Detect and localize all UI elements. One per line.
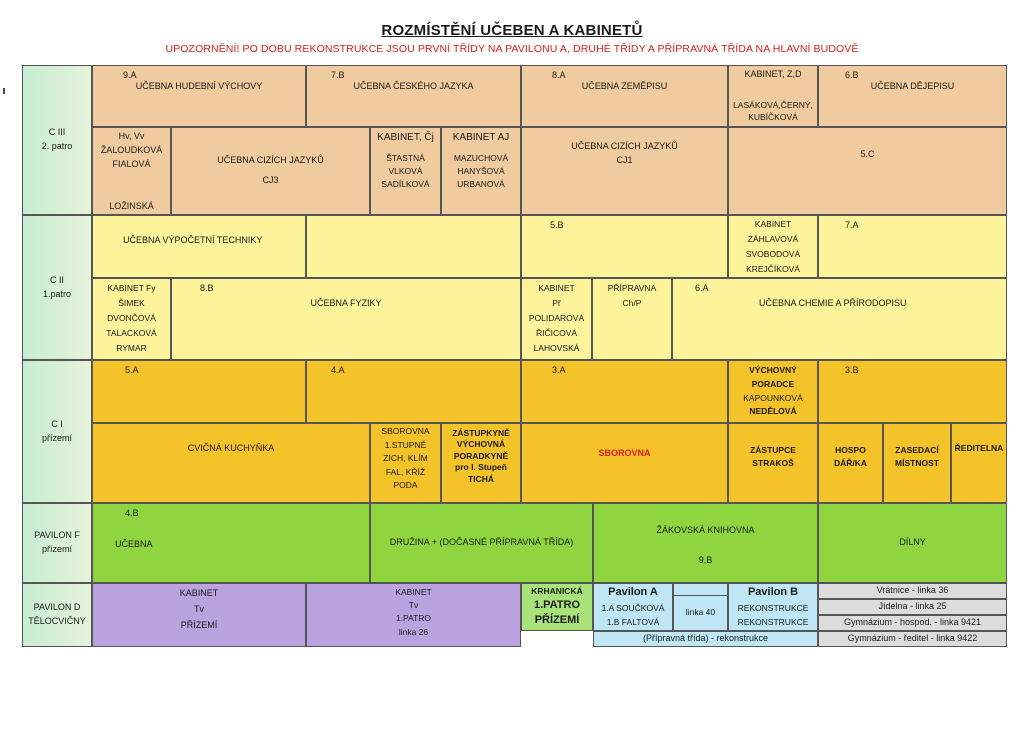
room-code: 6.B bbox=[845, 70, 859, 80]
crop-mark bbox=[3, 88, 5, 94]
cabinet-hv-vv bbox=[92, 127, 171, 215]
phone-line: Gymnázium - ředitel - linka 9422 bbox=[847, 633, 978, 644]
cabinet-person: HANYŠOVÁ bbox=[457, 165, 505, 176]
room-7a bbox=[818, 215, 1007, 278]
floor-name: C III bbox=[48, 127, 66, 138]
cabinet-aj bbox=[441, 127, 521, 215]
room-code: 9.B bbox=[698, 555, 713, 565]
counselor-room bbox=[728, 360, 818, 423]
pe-cabinet-first-floor bbox=[306, 583, 521, 647]
room-name: PORADKYNĚ bbox=[453, 450, 509, 461]
notice-text: UPOZORNĚNÍ! PO DOBU REKONSTRUKCE JSOU PRVNÍ TŘÍDY NA PAVILONU A, DRUHÉ TŘÍDY A PŘÍPRAVNÁ TŘÍDA NA HLAVNÍ BUDOVĚ bbox=[165, 43, 859, 55]
room-name: ŽÁKOVSKÁ KNIHOVNA bbox=[656, 525, 755, 535]
room-person: TICHÁ bbox=[468, 473, 494, 484]
cabinet-name: Hv, Vv bbox=[118, 131, 145, 141]
room-9a bbox=[92, 65, 306, 127]
phone-entry bbox=[818, 615, 1007, 631]
krhanicka-room bbox=[521, 583, 593, 631]
pavilon-a-top bbox=[673, 583, 728, 595]
cabinet-person: SADÍLKOVÁ bbox=[381, 178, 430, 189]
phone-line: Vrátnice - linka 36 bbox=[876, 585, 949, 596]
cabinet-zahlavova bbox=[728, 215, 818, 278]
room-5b bbox=[521, 215, 728, 278]
cabinet-zd bbox=[728, 65, 818, 127]
room-code: CJ3 bbox=[262, 175, 279, 185]
cabinet-person: ŘIČICOVÁ bbox=[535, 327, 578, 338]
room-code: 3.A bbox=[552, 365, 566, 375]
cabinet-person: ŽALOUDKOVÁ bbox=[100, 144, 163, 155]
room-name: VÝCHOVNÁ bbox=[456, 439, 506, 450]
room-person: NEDĚLOVÁ bbox=[749, 406, 797, 417]
cabinet-person: VLKOVÁ bbox=[388, 165, 423, 176]
cabinet-person: ŠTASTNÁ bbox=[386, 152, 425, 163]
room-name: UČEBNA HUDEBNÍ VÝCHOVY bbox=[135, 81, 263, 91]
cabinet-person: KREJČÍKOVÁ bbox=[746, 263, 800, 274]
room-person: KRHANICKÁ bbox=[531, 586, 583, 596]
pe-cabinet-ground bbox=[92, 583, 306, 647]
room-blank-c2 bbox=[306, 215, 521, 278]
room-code: 4.A bbox=[331, 365, 345, 375]
deputy-strakos bbox=[728, 423, 818, 503]
pavilon-status: REKONSTRUKCE bbox=[737, 617, 809, 628]
floor-name: PAVILON F bbox=[34, 530, 80, 541]
room-code: 4.B bbox=[125, 508, 139, 518]
cabinet-person: POLIDAROVÁ bbox=[528, 312, 585, 323]
room-name: HOSPO bbox=[835, 445, 866, 456]
room-6a bbox=[672, 278, 1007, 360]
room-code: Ch/P bbox=[622, 297, 642, 308]
floor-sub: přízemí bbox=[41, 544, 72, 554]
cabinet-subject: Tv bbox=[408, 600, 419, 611]
room-name: UČEBNA bbox=[115, 539, 153, 549]
cabinet-fy bbox=[92, 278, 171, 360]
room-cj1 bbox=[521, 127, 728, 215]
floor-label-c2 bbox=[22, 215, 92, 360]
floor-sub: 1.patro bbox=[42, 288, 72, 299]
room-cj3 bbox=[171, 127, 370, 215]
room-person: KAPOUNKOVÁ bbox=[743, 392, 803, 403]
cabinet-person: LAHOVSKÁ bbox=[533, 342, 580, 353]
room-4b bbox=[92, 503, 370, 583]
phone-line: Jídelna - linka 25 bbox=[878, 601, 947, 612]
pavilon-status: REKONSTRUKCE bbox=[737, 603, 809, 614]
prep-class-note bbox=[593, 631, 818, 647]
room-name: PŘÍPRAVNA bbox=[607, 283, 657, 293]
room-name: CVIČNÁ KUCHYŇKA bbox=[187, 443, 275, 454]
room-name: UČEBNA FYZIKY bbox=[310, 298, 382, 308]
bursar-office bbox=[818, 423, 883, 503]
floor-label-pavilon-d bbox=[22, 583, 92, 647]
cabinet-subject: Př bbox=[552, 297, 561, 308]
floor-sub: TĚLOCVIČNY bbox=[28, 616, 86, 626]
room-name: UČEBNA ČESKÉHO JAZYKA bbox=[353, 81, 474, 91]
phone-line: linka 26 bbox=[398, 626, 429, 637]
pavilon-title: Pavilon A bbox=[608, 586, 658, 598]
floor-label-pavilon-f bbox=[22, 503, 92, 583]
room-name: DÍLNY bbox=[899, 537, 926, 548]
cabinet-cj bbox=[370, 127, 441, 215]
cabinet-person: ŠIMEK bbox=[118, 297, 145, 308]
room-name: ZASEDACÍ bbox=[895, 445, 939, 456]
meeting-room bbox=[883, 423, 951, 503]
room-name: ZÁSTUPCE bbox=[750, 445, 796, 456]
cabinet-name: KABINET, Čj bbox=[377, 132, 434, 143]
cabinet-name: KABINET, Z,D bbox=[744, 69, 802, 79]
room-floor: PŘÍZEMÍ bbox=[534, 614, 580, 627]
cabinet-person: TALACKOVÁ bbox=[106, 327, 157, 338]
room-code: 7.A bbox=[845, 220, 859, 230]
cabinet-person: URBANOVÁ bbox=[457, 178, 505, 189]
room-code: 5.B bbox=[550, 220, 564, 230]
room-code: 3.B bbox=[845, 365, 859, 375]
pavilon-title: Pavilon B bbox=[747, 586, 799, 598]
room-5c bbox=[728, 127, 1007, 215]
phone-entry bbox=[818, 631, 1007, 647]
pavilon-b bbox=[728, 583, 818, 631]
class-teacher: 1.B FALTOVÁ bbox=[606, 617, 660, 628]
cabinet-name: KABINET bbox=[538, 283, 575, 293]
room-4a bbox=[306, 360, 521, 423]
room-name: PORADCE bbox=[751, 378, 795, 389]
room-5a bbox=[92, 360, 306, 423]
staffroom bbox=[521, 423, 728, 503]
room-person: STRAKOŠ bbox=[752, 458, 794, 468]
room-8a bbox=[521, 65, 728, 127]
room-code: 9.A bbox=[123, 70, 137, 80]
room-name: SBOROVNA bbox=[598, 448, 651, 459]
room-name: ŘEDITELNA bbox=[954, 443, 1004, 454]
phone-line: Gymnázium - hospod. - linka 9421 bbox=[843, 617, 982, 628]
room-name: UČEBNA DĚJEPISU bbox=[870, 81, 955, 91]
room-person: FAL, KŘÍŽ bbox=[385, 466, 426, 477]
phone-line: linka 40 bbox=[685, 607, 716, 618]
room-name: UČEBNA ZEMĚPISU bbox=[581, 81, 668, 91]
floor-name: PAVILON D bbox=[33, 602, 81, 613]
cabinet-person: ZÁHLAVOVÁ bbox=[747, 233, 799, 244]
floor-label-c1 bbox=[22, 360, 92, 503]
deputy-room bbox=[441, 423, 521, 503]
phone-entry bbox=[818, 599, 1007, 615]
prep-room-chp bbox=[592, 278, 672, 360]
headmaster-office bbox=[951, 423, 1007, 503]
class-teacher: 1.A SOUČKOVÁ bbox=[601, 603, 665, 614]
cabinet-person: FIALOVÁ bbox=[112, 158, 151, 169]
room-computer-lab bbox=[92, 215, 306, 278]
cabinet-pr bbox=[521, 278, 592, 360]
cabinet-person: DVONČOVÁ bbox=[107, 312, 156, 323]
room-code: CJ1 bbox=[616, 154, 633, 165]
student-library bbox=[593, 503, 818, 583]
floor-label-c3 bbox=[22, 65, 92, 215]
room-3a bbox=[521, 360, 728, 423]
room-code: 8.B bbox=[200, 283, 214, 293]
room-name: UČEBNA CHEMIE A PŘÍRODOPISU bbox=[759, 298, 907, 308]
room-code: 6.A bbox=[695, 283, 709, 293]
cabinet-person: LOŽINSKÁ bbox=[109, 201, 154, 211]
pavilon-a-line bbox=[673, 595, 728, 631]
phone-entry bbox=[818, 583, 1007, 599]
after-school-club bbox=[370, 503, 593, 583]
room-name: 1.STUPNĚ bbox=[384, 439, 427, 450]
practice-kitchen bbox=[92, 423, 370, 503]
room-code: 7.B bbox=[331, 70, 345, 80]
cabinet-floor: PŘÍZEMÍ bbox=[180, 619, 218, 630]
room-name: pro I. Stupeň bbox=[455, 462, 507, 473]
floor-name: C II bbox=[49, 274, 64, 285]
room-name: DRUŽINA + (DOČASNÉ PŘÍPRAVNÁ TŘÍDA) bbox=[389, 537, 574, 548]
cabinet-person: MAZUCHOVÁ bbox=[453, 152, 509, 163]
room-7b bbox=[306, 65, 521, 127]
page-title: ROZMÍSTĚNÍ UČEBEN A KABINETŮ bbox=[381, 22, 643, 39]
room-code: 5.A bbox=[125, 365, 139, 375]
room-physics bbox=[171, 278, 521, 360]
workshops bbox=[818, 503, 1007, 583]
room-person: ZICH, KLÍM bbox=[383, 453, 428, 464]
floor-name: C I bbox=[51, 418, 63, 429]
cabinet-people: KUBÍČKOVÁ bbox=[748, 111, 798, 122]
room-name: DÁŘ/KA bbox=[833, 458, 868, 468]
room-name: UČEBNA CIZÍCH JAZYKŮ bbox=[571, 141, 678, 151]
cabinet-person: RYMAR bbox=[116, 342, 147, 353]
room-name: ZÁSTUPKYNĚ bbox=[452, 428, 510, 438]
room-code: 5.C bbox=[860, 149, 875, 159]
cabinet-name: KABINET bbox=[179, 588, 219, 598]
cabinet-person: SVOBODOVÁ bbox=[745, 248, 801, 259]
floor-sub: přízemí bbox=[41, 432, 72, 443]
room-6b bbox=[818, 65, 1007, 127]
cabinet-people: LASÁKOVÁ,ČERNÝ, bbox=[733, 100, 813, 110]
cabinet-name: KABINET bbox=[754, 219, 792, 229]
pavilon-a bbox=[593, 583, 673, 631]
room-name: UČEBNA CIZÍCH JAZYKŮ bbox=[217, 155, 324, 166]
room-name: UČEBNA VÝPOČETNÍ TECHNIKY bbox=[123, 235, 263, 245]
room-name: MÍSTNOST bbox=[895, 458, 939, 468]
cabinet-name: KABINET bbox=[395, 587, 432, 597]
room-code: 8.A bbox=[552, 70, 566, 80]
room-name: SBOROVNA bbox=[381, 426, 430, 436]
room-name: VÝCHOVNÝ bbox=[749, 365, 797, 376]
room-person: PODA bbox=[393, 480, 418, 491]
staffroom-1st-grade bbox=[370, 423, 441, 503]
cabinet-name: KABINET AJ bbox=[452, 132, 510, 143]
floor-sub: 2. patro bbox=[41, 141, 73, 151]
cabinet-name: KABINET Fy bbox=[107, 283, 156, 293]
cabinet-floor: 1.PATRO bbox=[395, 613, 432, 624]
note-text: (Přípravná třída) - rekonstrukce bbox=[642, 633, 769, 644]
room-3b bbox=[818, 360, 1007, 423]
cabinet-subject: Tv bbox=[194, 603, 204, 614]
room-floor: 1.PATRO bbox=[533, 598, 581, 611]
